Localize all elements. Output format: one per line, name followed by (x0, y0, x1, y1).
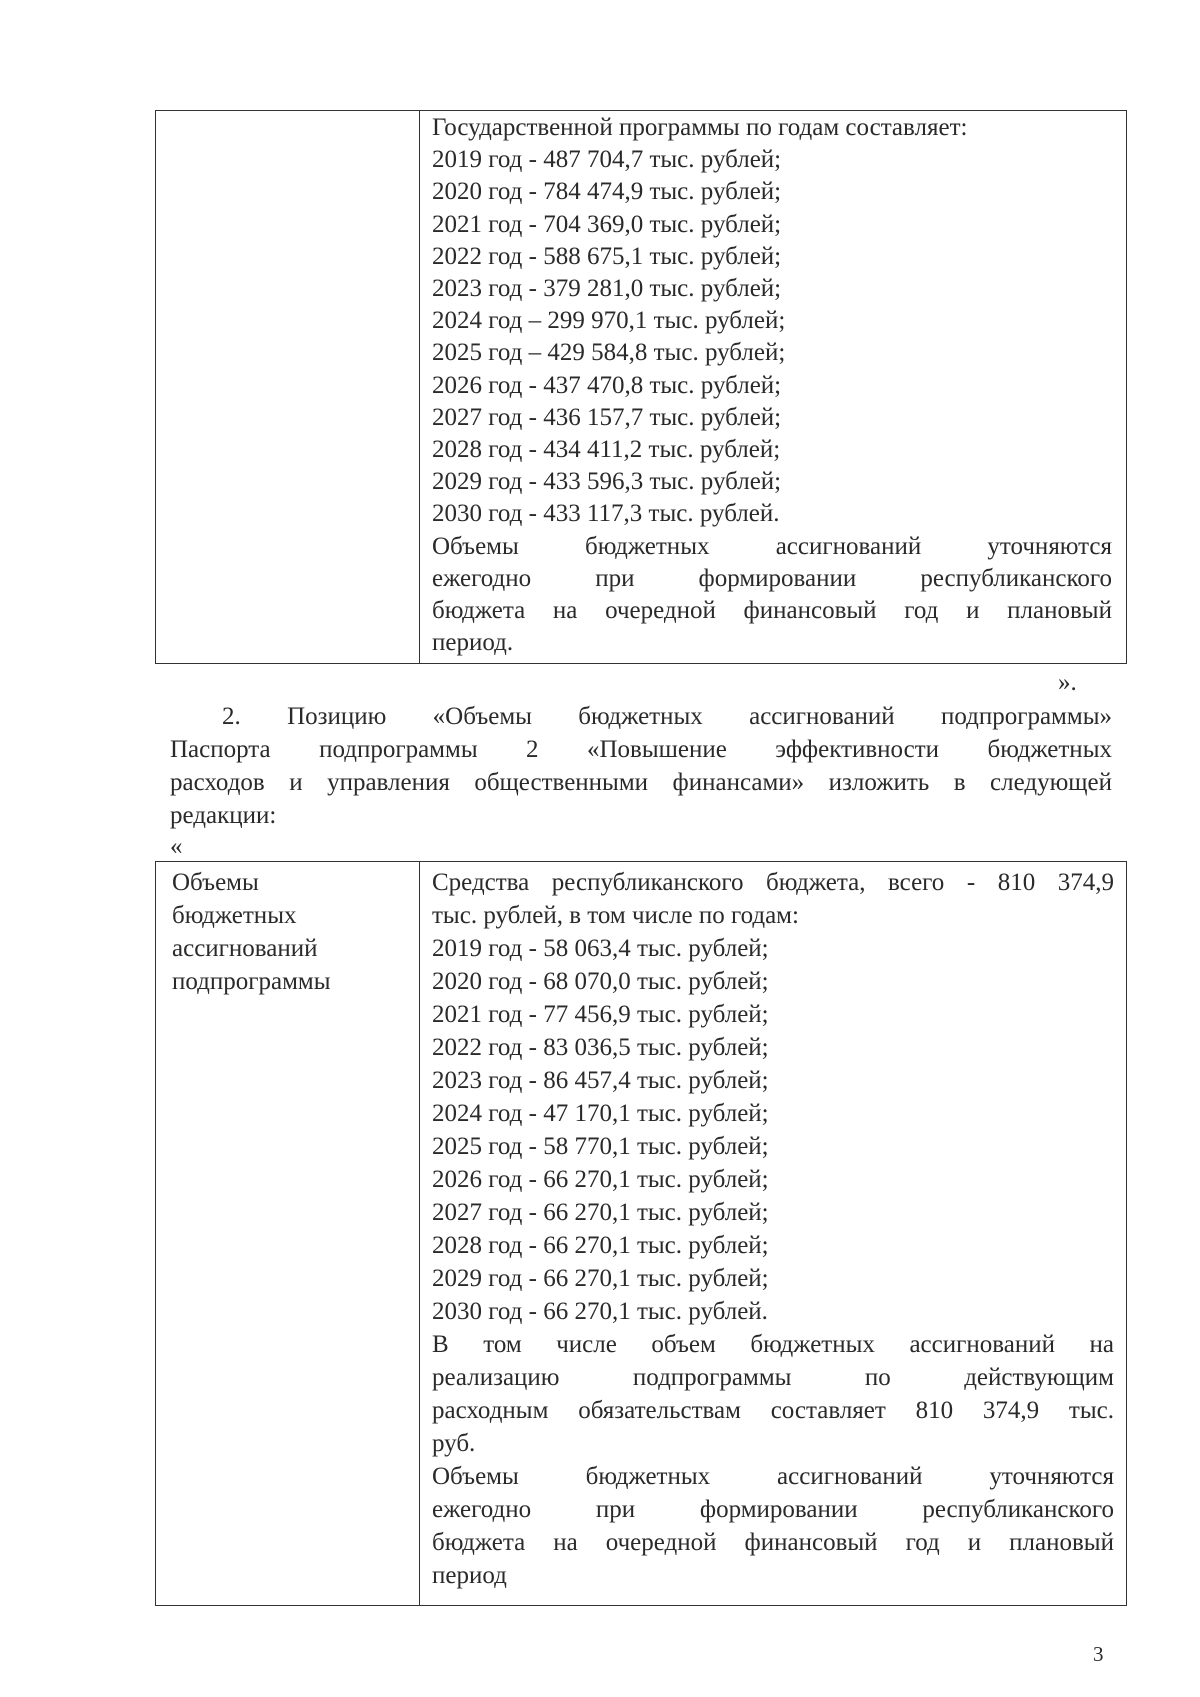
year-line: 2023 год - 379 281,0 тыс. рублей; (432, 275, 782, 303)
note-line: период (432, 1562, 507, 1589)
left-cell-line: ассигнований (172, 935, 318, 962)
year-line: 2022 год - 83 036,5 тыс. рублей; (432, 1034, 769, 1061)
left-cell-line: подпрограммы (172, 968, 331, 995)
year-line: 2021 год - 704 369,0 тыс. рублей; (432, 210, 782, 238)
year-line: 2022 год - 588 675,1 тыс. рублей; (432, 242, 782, 270)
year-line: 2025 год - 58 770,1 тыс. рублей; (432, 1133, 769, 1160)
opening-quote-mark: « (170, 833, 183, 860)
year-line: 2019 год - 487 704,7 тыс. рублей; (432, 146, 782, 174)
note-line: Объемы бюджетных ассигнований уточняются (432, 532, 1112, 560)
table2-left-cell (172, 866, 412, 998)
table1-header-line: Государственной программы по годам составляет: (432, 114, 968, 141)
year-line: 2024 год – 299 970,1 тыс. рублей; (432, 307, 786, 335)
year-line: 2029 год - 433 596,3 тыс. рублей; (432, 468, 782, 496)
total-line: реализацию подпрограммы по действующим (432, 1364, 1114, 1391)
note-line: ежегодно при формировании республиканского (432, 1496, 1114, 1523)
table2-right-cell (432, 866, 1114, 1592)
paragraph-line: редакции: (170, 802, 277, 829)
note-line: период. (432, 629, 514, 657)
table1-right-cell (432, 112, 1112, 659)
total-line: расходным обязательствам составляет 810 374,9 тыс. (432, 1397, 1114, 1424)
note-line: бюджета на очередной финансовый год и плановый (432, 597, 1112, 625)
table-column-divider (419, 862, 420, 1605)
total-line: руб. (432, 1430, 476, 1457)
paragraph-line: Паспорта подпрограммы 2 «Повышение эффективности бюджетных (170, 736, 1112, 763)
note-line: Объемы бюджетных ассигнований уточняются (432, 1463, 1114, 1490)
intro-line: тыс. рублей, в том числе по годам: (432, 902, 799, 929)
year-line: 2027 год - 66 270,1 тыс. рублей; (432, 1199, 769, 1226)
table-column-divider (419, 111, 420, 663)
year-line: 2028 год - 66 270,1 тыс. рублей; (432, 1232, 769, 1259)
year-line: 2027 год - 436 157,7 тыс. рублей; (432, 403, 782, 431)
left-cell-line: бюджетных (172, 902, 297, 929)
paragraph-line: расходов и управления общественными финансами» изложить в следующей (170, 769, 1112, 796)
year-line: 2021 год - 77 456,9 тыс. рублей; (432, 1001, 769, 1028)
intro-line: Средства республиканского бюджета, всего - 810 374,9 (432, 869, 1114, 896)
total-line: В том числе объем бюджетных ассигнований на (432, 1331, 1114, 1358)
year-line: 2024 год - 47 170,1 тыс. рублей; (432, 1100, 769, 1127)
left-cell-line: Объемы (172, 869, 259, 896)
year-line: 2020 год - 784 474,9 тыс. рублей; (432, 178, 782, 206)
year-line: 2025 год – 429 584,8 тыс. рублей; (432, 339, 786, 367)
note-line: бюджета на очередной финансовый год и плановый (432, 1529, 1114, 1556)
year-line: 2023 год - 86 457,4 тыс. рублей; (432, 1067, 769, 1094)
year-line: 2028 год - 434 411,2 тыс. рублей; (432, 436, 781, 464)
year-line: 2020 год - 68 070,0 тыс. рублей; (432, 968, 769, 995)
year-line: 2019 год - 58 063,4 тыс. рублей; (432, 935, 769, 962)
year-line: 2026 год - 66 270,1 тыс. рублей; (432, 1166, 769, 1193)
page-number: 3 (1093, 1642, 1104, 1666)
year-line: 2029 год - 66 270,1 тыс. рублей; (432, 1265, 769, 1292)
note-line: ежегодно при формировании республиканского (432, 564, 1112, 592)
year-line: 2026 год - 437 470,8 тыс. рублей; (432, 371, 782, 399)
paragraph-line: 2. Позицию «Объемы бюджетных ассигнований подпрограммы» (222, 703, 1112, 730)
closing-quote-mark: ». (1058, 669, 1077, 696)
year-line: 2030 год - 433 117,3 тыс. рублей. (432, 500, 780, 528)
paragraph-2 (170, 700, 1112, 832)
year-line: 2030 год - 66 270,1 тыс. рублей. (432, 1298, 768, 1325)
